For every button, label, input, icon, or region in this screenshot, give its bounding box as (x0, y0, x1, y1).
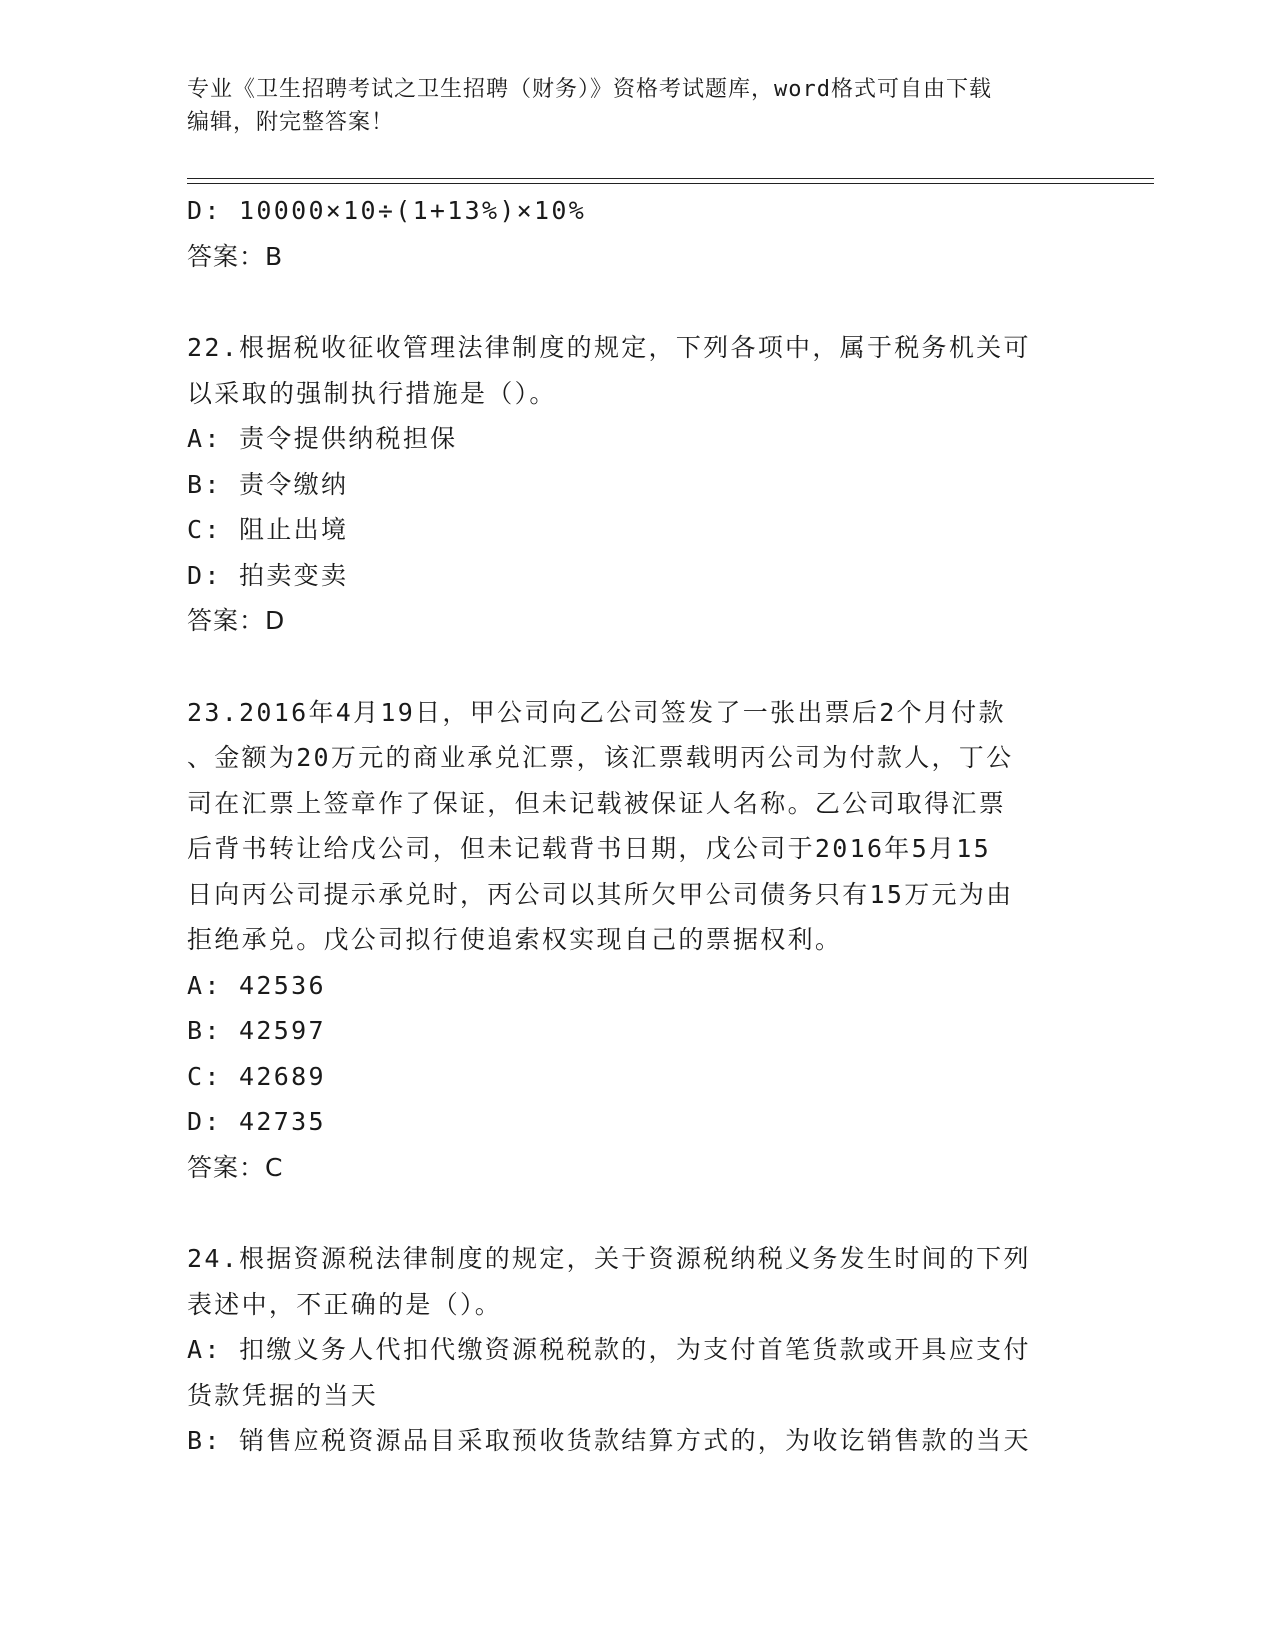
option-a-continued: 货款凭据的当天 (187, 1380, 379, 1410)
option-d: D: 10000×10÷(1+13%)×10% (187, 196, 587, 225)
option-c: C: 阻止出境 (187, 515, 349, 544)
option-c: C: 42689 (187, 1061, 326, 1091)
answer-line: 答案：C (187, 1152, 284, 1182)
spacer (187, 1190, 1067, 1236)
question-text: 以采取的强制执行措施是（）。 (187, 378, 557, 408)
question-23 (187, 690, 1067, 1191)
carryover-block (187, 188, 1067, 279)
answer-line: 答案：B (187, 241, 284, 271)
question-text: 、金额为20万元的商业承兑汇票，该汇票载明丙公司为付款人，丁公 (187, 743, 1014, 772)
question-text: 司在汇票上签章作了保证，但未记载被保证人名称。乙公司取得汇票 (187, 788, 1007, 818)
spacer (187, 279, 1067, 325)
header-line: 编辑，附完整答案！ (187, 110, 395, 135)
question-text: 24.根据资源税法律制度的规定，关于资源税纳税义务发生时间的下列 (187, 1244, 1031, 1273)
option-b: B: 责令缴纳 (187, 469, 349, 499)
option-d: D: 拍卖变卖 (187, 560, 349, 590)
option-d: D: 42735 (187, 1107, 326, 1136)
header-divider (187, 178, 1154, 179)
question-text: 23.2016年4月19日，甲公司向乙公司签发了一张出票后2个月付款 (187, 697, 1006, 727)
header-divider (187, 183, 1154, 184)
question-text: 后背书转让给戊公司，但未记载背书日期，戊公司于2016年5月15 (187, 834, 991, 863)
option-a: A: 42536 (187, 970, 326, 1000)
question-text: 表述中，不正确的是（）。 (187, 1289, 503, 1319)
header-line: 专业《卫生招聘考试之卫生招聘（财务）》资格考试题库，word格式可自由下载 (187, 77, 992, 102)
spacer (187, 644, 1067, 690)
answer-line: 答案：D (187, 606, 286, 635)
page-header (187, 73, 1067, 139)
document-body (187, 188, 1067, 1464)
option-a: A: 扣缴义务人代扣代缴资源税税款的，为支付首笔货款或开具应支付 (187, 1335, 1031, 1364)
option-b: B: 42597 (187, 1016, 326, 1045)
question-text: 日向丙公司提示承兑时，丙公司以其所欠甲公司债务只有15万元为由 (187, 879, 1014, 909)
question-text: 22.根据税收征收管理法律制度的规定，下列各项中，属于税务机关可 (187, 333, 1031, 362)
question-22 (187, 325, 1067, 644)
question-text: 拒绝承兑。戊公司拟行使追索权实现自己的票据权利。 (187, 925, 843, 954)
question-24 (187, 1236, 1067, 1464)
option-b: B: 销售应税资源品目采取预收货款结算方式的，为收讫销售款的当天 (187, 1426, 1031, 1455)
option-a: A: 责令提供纳税担保 (187, 424, 458, 453)
